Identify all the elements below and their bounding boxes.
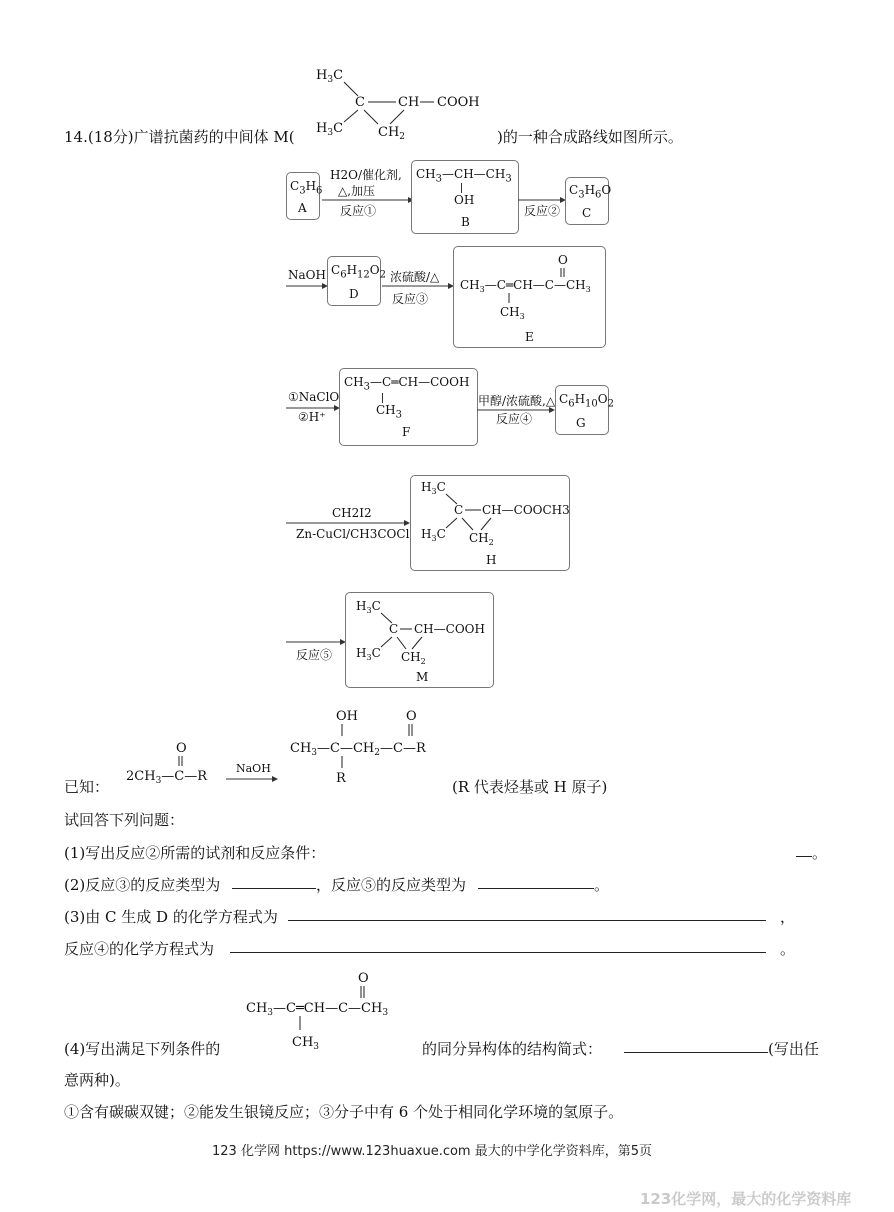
q1-text: (1)写出反应②所需的试剂和反应条件： [64, 844, 326, 862]
q1-end: 。 [812, 844, 828, 862]
q2-text-b: ，反应⑤的反应类型为 [316, 876, 467, 894]
known-reaction [120, 700, 460, 796]
q2-answer-blank-2[interactable] [478, 874, 594, 889]
q4-text-b: 的同分异构体的结构简式： [422, 1040, 603, 1058]
arrow4-bottom: 反应④ [496, 412, 533, 426]
q2-answer-blank-1[interactable] [232, 874, 316, 889]
box-e [453, 246, 606, 348]
svg-text:CH2: $CH_2$ [469, 531, 494, 547]
arrow3-bottom: 反应③ [392, 292, 429, 306]
q3-text-a: (3)由 C 生成 D 的化学方程式为 [64, 908, 278, 926]
arrow3-top: 浓硫酸/△ [390, 270, 440, 284]
svg-text:CH3: $CH_3$ [500, 305, 525, 321]
arrow5-bottom: 反应⑤ [296, 648, 333, 662]
svg-text:H3C: $H_3C$ [421, 480, 446, 496]
box-c: $C_3H_6O$ C [565, 177, 609, 225]
svg-text:2CH3—C—R: $2CH_3—C—R$ [126, 769, 208, 786]
svg-text:CH2: $CH_2$ [378, 125, 406, 142]
known-note: (R 代表烃基或 H 原子) [452, 778, 608, 796]
svg-text:O: O [176, 741, 187, 756]
svg-text:CH3—C═CH—C—CH3: $CH_3—C═CH—C—CH_3$ [460, 278, 591, 294]
q3a-end: ， [780, 908, 796, 926]
arrow-naoh [286, 280, 328, 292]
box-m [345, 592, 494, 688]
box-h [410, 475, 570, 571]
q3b-end: 。 [780, 940, 796, 958]
svg-text:E: E [525, 330, 534, 344]
svg-text:O: O [558, 253, 568, 267]
q3-text-b: 反应④的化学方程式为 [64, 940, 215, 958]
svg-text:COOH: COOH [437, 95, 480, 110]
arrow4-top: 甲醇/浓硫酸,△ [478, 394, 556, 408]
svg-text:CH: CH [398, 95, 420, 110]
svg-text:M: M [416, 670, 429, 684]
box-f: $CH_3—C═CH—COOH$ $CH_3$ F [339, 368, 478, 446]
arrow1-top: H2O/催化剂, [330, 168, 402, 182]
arrow-f-top: ①NaClO [288, 390, 340, 404]
svg-text:H3C: $H_3C$ [356, 599, 381, 615]
svg-text:H: H [486, 553, 497, 567]
svg-text:CH3: $CH_3$ [292, 1035, 320, 1052]
box-d: $C_6H_{12}O_2$ D [327, 256, 381, 306]
q4-text-d: 意两种)。 [64, 1071, 130, 1089]
structure-m-header [300, 62, 500, 142]
svg-text:H3C: $H_3C$ [356, 646, 381, 662]
svg-text:C: C [454, 503, 464, 517]
q4-conditions: ①含有碳碳双键；②能发生银镜反应；③分子中有 6 个处于相同化学环境的氢原子。 [64, 1103, 624, 1121]
structure-q4 [240, 962, 420, 1054]
q4-text-c: (写出任 [768, 1040, 819, 1058]
page-footer: 123 化学网 https://www.123huaxue.com 最大的中学化学资料库，第5页 [212, 1144, 653, 1159]
svg-text:CH2: $CH_2$ [401, 650, 426, 666]
arrow1-bottom: 反应① [340, 204, 377, 218]
arrow1-top2: △,加压 [338, 184, 376, 198]
arrow-h-bottom: Zn-CuCl/CH3COCl [296, 527, 410, 541]
q2-end: 。 [594, 876, 610, 894]
q4-text-a: (4)写出满足下列条件的 [64, 1040, 221, 1058]
question-14-suffix: )的一种合成路线如图所示。 [497, 128, 683, 146]
q3-answer-blank-1[interactable] [288, 906, 766, 921]
svg-text:H3C: $H_3C$ [316, 121, 344, 138]
structure-h [411, 476, 569, 570]
svg-text:R: R [336, 771, 346, 786]
q1-answer-blank[interactable] [796, 842, 812, 857]
svg-text:C: C [389, 622, 399, 636]
arrow-naoh-top: NaOH [288, 268, 326, 282]
svg-text:H3C: $H_3C$ [316, 68, 344, 85]
svg-text:CH—COOCH3: CH—COOCH3 [482, 503, 569, 517]
watermark: 123化学网，最大的化学资料库 [640, 1190, 852, 1208]
svg-text:OH: OH [336, 709, 358, 724]
box-b: $CH_3—CH—CH_3$ OH B [411, 160, 519, 234]
q3-answer-blank-2[interactable] [230, 938, 766, 953]
arrow2-bottom: 反应② [524, 204, 561, 218]
question-14-prefix: 14.(18分)广谱抗菌药的中间体 M( [64, 128, 295, 146]
structure-m [346, 593, 493, 687]
svg-text:O: O [358, 971, 369, 986]
svg-text:O: O [406, 709, 417, 724]
questions-intro: 试回答下列问题： [64, 811, 185, 829]
svg-text:C: C [355, 95, 365, 110]
svg-text:CH3—C═CH—C—CH3: $CH_3—C═CH—C—CH_3$ [246, 1001, 389, 1018]
svg-text:H3C: $H_3C$ [421, 527, 446, 543]
structure-e [454, 247, 605, 347]
arrow-f-bottom: ②H⁺ [298, 410, 326, 424]
svg-text:NaOH: NaOH [236, 762, 271, 775]
arrow-h-top: CH2I2 [332, 506, 372, 520]
svg-text:CH3—C—CH2—C—R: $CH_3—C—CH_2—C—R$ [290, 741, 426, 758]
q2-text-a: (2)反应③的反应类型为 [64, 876, 221, 894]
q4-answer-blank[interactable] [624, 1038, 768, 1053]
box-a: $C_3H_6$ A [286, 172, 320, 220]
svg-text:CH—COOH: CH—COOH [414, 622, 485, 636]
known-prefix: 已知： [64, 778, 110, 796]
box-g: $C_6H_{10}O_2$ G [555, 385, 609, 435]
